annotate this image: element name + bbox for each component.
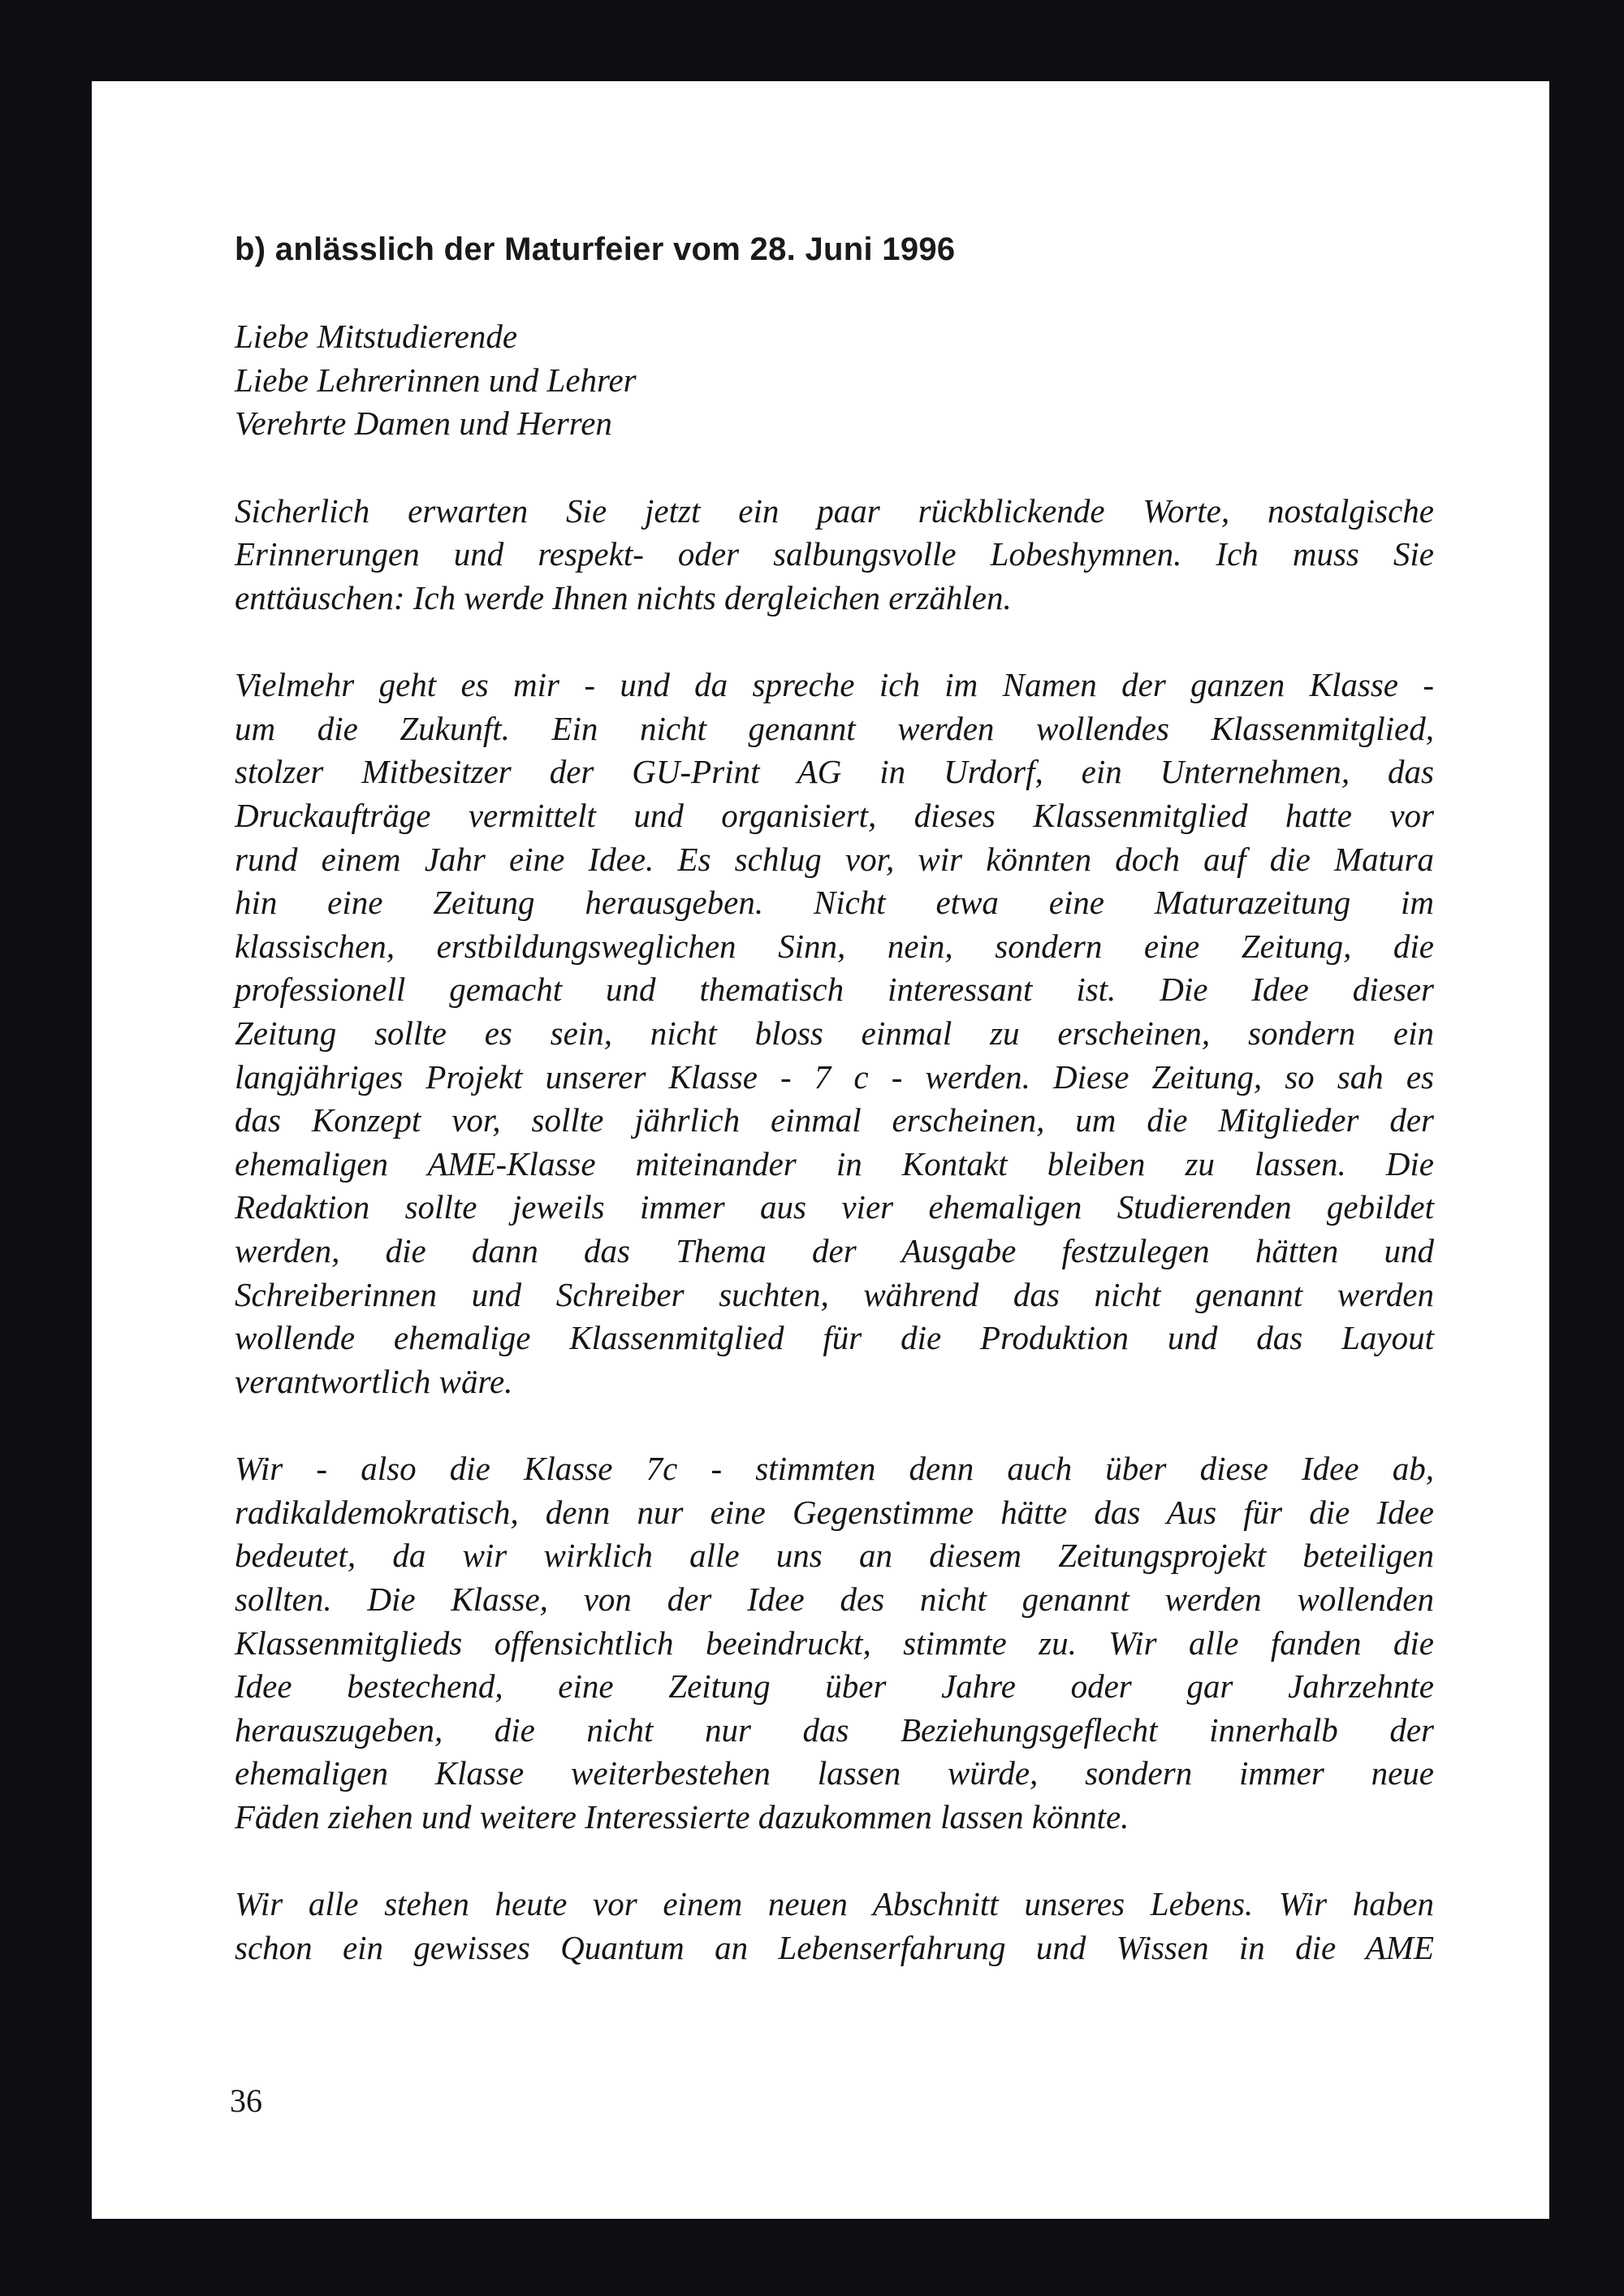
paragraph-line: Zeitung sollte es sein, nicht bloss einmal zu erscheinen, sondern ein [235,1014,1434,1052]
paragraph-line: rund einem Jahr eine Idee. Es schlug vor, wir könnten doch auf die Matura [235,841,1434,878]
paragraph-line: schon ein gewisses Quantum an Lebenserfahrung und Wissen in die AME [235,1929,1434,1966]
paragraph-line: um die Zukunft. Ein nicht genannt werden wollendes Klassenmitglied, [235,710,1434,747]
paragraph-line: Wir - also die Klasse 7c - stimmten denn auch über diese Idee ab, [235,1450,1434,1487]
paragraph-line: stolzer Mitbesitzer der GU-Print AG in Urdorf, ein Unternehmen, das [235,753,1434,790]
paragraph-line: Druckaufträge vermittelt und organisiert, dieses Klassenmitglied hatte vor [235,797,1434,834]
paragraph-line: Vielmehr geht es mir - und da spreche ich im Namen der ganzen Klasse - [235,666,1434,703]
paragraph-line: ehemaligen Klasse weiterbestehen lassen würde, sondern immer neue [235,1754,1434,1792]
document-page [92,81,1549,2219]
paragraph-line: enttäuschen: Ich werde Ihnen nichts dergleichen erzählen. [235,579,1012,616]
paragraph-line: langjähriges Projekt unserer Klasse - 7 c - werden. Diese Zeitung, so sah es [235,1058,1434,1096]
paragraph-line: radikaldemokratisch, denn nur eine Gegenstimme hätte das Aus für die Idee [235,1494,1434,1531]
paragraph-line: bedeutet, da wir wirklich alle uns an diesem Zeitungsprojekt beteiligen [235,1537,1434,1574]
paragraph-line: ehemaligen AME-Klasse miteinander in Kontakt bleiben zu lassen. Die [235,1145,1434,1183]
paragraph-line: Schreiberinnen und Schreiber suchten, während das nicht genannt werden [235,1276,1434,1313]
paragraph-line: klassischen, erstbildungsweglichen Sinn, nein, sondern eine Zeitung, die [235,927,1434,965]
paragraph-line: Redaktion sollte jeweils immer aus vier ehemaligen Studierenden gebildet [235,1188,1434,1226]
page-number: 36 [230,2082,262,2119]
paragraph-line: das Konzept vor, sollte jährlich einmal erscheinen, um die Mitglieder der [235,1101,1434,1139]
paragraph-line: Fäden ziehen und weitere Interessierte dazukommen lassen könnte. [235,1798,1129,1836]
paragraph-line: verantwortlich wäre. [235,1363,513,1400]
salutation-line: Liebe Lehrerinnen und Lehrer [235,361,637,399]
paragraph-line: herauszugeben, die nicht nur das Beziehungsgeflecht innerhalb der [235,1711,1434,1749]
section-heading: b) anlässlich der Maturfeier vom 28. Juni 1996 [235,231,956,267]
salutation-line: Verehrte Damen und Herren [235,404,612,442]
paragraph-line: professionell gemacht und thematisch interessant ist. Die Idee dieser [235,971,1434,1008]
paragraph-line: Klassenmitglieds offensichtlich beeindruckt, stimmte zu. Wir alle fanden die [235,1624,1434,1662]
paragraph-line: Sicherlich erwarten Sie jetzt ein paar rückblickende Worte, nostalgische [235,492,1434,530]
paragraph-line: hin eine Zeitung herausgeben. Nicht etwa eine Maturazeitung im [235,884,1434,921]
paragraph-line: werden, die dann das Thema der Ausgabe festzulegen hätten und [235,1232,1434,1269]
paragraph-line: sollten. Die Klasse, von der Idee des nicht genannt werden wollenden [235,1580,1434,1618]
paragraph-line: Erinnerungen und respekt- oder salbungsvolle Lobeshymnen. Ich muss Sie [235,535,1434,573]
salutation-line: Liebe Mitstudierende [235,318,518,355]
paragraph-line: Idee bestechend, eine Zeitung über Jahre oder gar Jahrzehnte [235,1667,1434,1705]
paragraph-line: Wir alle stehen heute vor einem neuen Abschnitt unseres Lebens. Wir haben [235,1885,1434,1922]
paragraph-line: wollende ehemalige Klassenmitglied für die Produktion und das Layout [235,1319,1434,1356]
